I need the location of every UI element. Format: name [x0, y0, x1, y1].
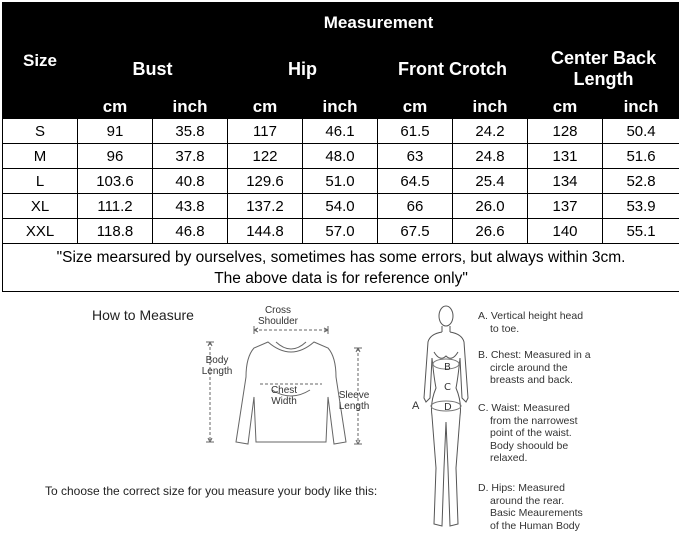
value-cell: 55.1: [603, 219, 679, 244]
sleeve-length-label: Sleeve Length: [338, 390, 370, 412]
unit-header: inch: [603, 95, 679, 119]
value-cell: 40.8: [153, 169, 228, 194]
value-cell: 64.5: [378, 169, 453, 194]
legend-item-c: C. Waist: Measured from the narrowest point of the waist. Body shoould be relaxed.: [478, 402, 578, 464]
value-cell: 52.8: [603, 169, 679, 194]
unit-header: inch: [453, 95, 528, 119]
measurement-header: Measurement: [78, 3, 679, 44]
value-cell: 43.8: [153, 194, 228, 219]
unit-header: cm: [228, 95, 303, 119]
value-cell: 122: [228, 144, 303, 169]
value-cell: 128: [528, 119, 603, 144]
value-cell: 51.0: [303, 169, 378, 194]
value-cell: 66: [378, 194, 453, 219]
value-cell: 24.2: [453, 119, 528, 144]
size-chart-table: [2, 2, 679, 292]
legend-item-d: D. Hips: Measured around the rear. Basic Meaurements of the Human Body: [478, 482, 583, 532]
group-header-bust: Bust: [78, 44, 228, 95]
body-letter-d: D: [444, 402, 452, 413]
group-header-hip: Hip: [228, 44, 378, 95]
legend-item-b: B. Chest: Measured in a circle around the breasts and back.: [478, 349, 591, 386]
table-row: [3, 194, 679, 219]
group-header-center-back-length: Center Back Length: [528, 44, 679, 95]
unit-header: inch: [303, 95, 378, 119]
value-cell: 50.4: [603, 119, 679, 144]
note-line-2: The above data is for reference only": [214, 269, 468, 287]
value-cell: 117: [228, 119, 303, 144]
cross-shoulder-label: Cross Shoulder: [257, 305, 299, 327]
size-cell: XXL: [3, 219, 78, 244]
value-cell: 24.8: [453, 144, 528, 169]
how-to-measure-heading: How to Measure: [92, 307, 194, 323]
unit-header: cm: [78, 95, 153, 119]
value-cell: 96: [78, 144, 153, 169]
value-cell: 46.1: [303, 119, 378, 144]
value-cell: 26.0: [453, 194, 528, 219]
body-letter-b: B: [444, 362, 451, 373]
value-cell: 51.6: [603, 144, 679, 169]
value-cell: 134: [528, 169, 603, 194]
table-row: [3, 169, 679, 194]
value-cell: 67.5: [378, 219, 453, 244]
table-row: [3, 144, 679, 169]
value-cell: 131: [528, 144, 603, 169]
unit-header: cm: [528, 95, 603, 119]
size-header: Size: [3, 3, 78, 119]
body-length-label: Body Length: [201, 355, 233, 377]
value-cell: 111.2: [78, 194, 153, 219]
value-cell: 118.8: [78, 219, 153, 244]
group-header-front-crotch: Front Crotch: [378, 44, 528, 95]
value-cell: 26.6: [453, 219, 528, 244]
chest-width-label: Chest Width: [270, 385, 298, 407]
legend-item-a: A. Vertical height head to toe.: [478, 310, 584, 335]
value-cell: 137.2: [228, 194, 303, 219]
value-cell: 54.0: [303, 194, 378, 219]
unit-header: cm: [378, 95, 453, 119]
value-cell: 61.5: [378, 119, 453, 144]
table-row: [3, 219, 679, 244]
size-cell: S: [3, 119, 78, 144]
value-cell: 35.8: [153, 119, 228, 144]
choose-size-instruction: To choose the correct size for you measure your body like this:: [45, 484, 378, 498]
body-letter-c: C: [444, 382, 451, 393]
value-cell: 53.9: [603, 194, 679, 219]
value-cell: 37.8: [153, 144, 228, 169]
value-cell: 63: [378, 144, 453, 169]
value-cell: 137: [528, 194, 603, 219]
note-line-1: "Size mearsured by ourselves, sometimes has some errors, but always within 3cm.: [56, 248, 626, 266]
value-cell: 129.6: [228, 169, 303, 194]
size-cell: M: [3, 144, 78, 169]
human-body-figure: [418, 298, 474, 534]
size-cell: L: [3, 169, 78, 194]
size-cell: XL: [3, 194, 78, 219]
value-cell: 144.8: [228, 219, 303, 244]
value-cell: 103.6: [78, 169, 153, 194]
value-cell: 57.0: [303, 219, 378, 244]
table-row: [3, 119, 679, 144]
value-cell: 91: [78, 119, 153, 144]
value-cell: 140: [528, 219, 603, 244]
value-cell: 25.4: [453, 169, 528, 194]
value-cell: 48.0: [303, 144, 378, 169]
unit-header: inch: [153, 95, 228, 119]
value-cell: 46.8: [153, 219, 228, 244]
measurement-note: [3, 244, 679, 292]
measure-guide: [0, 292, 679, 537]
body-letter-a: A: [412, 400, 420, 412]
